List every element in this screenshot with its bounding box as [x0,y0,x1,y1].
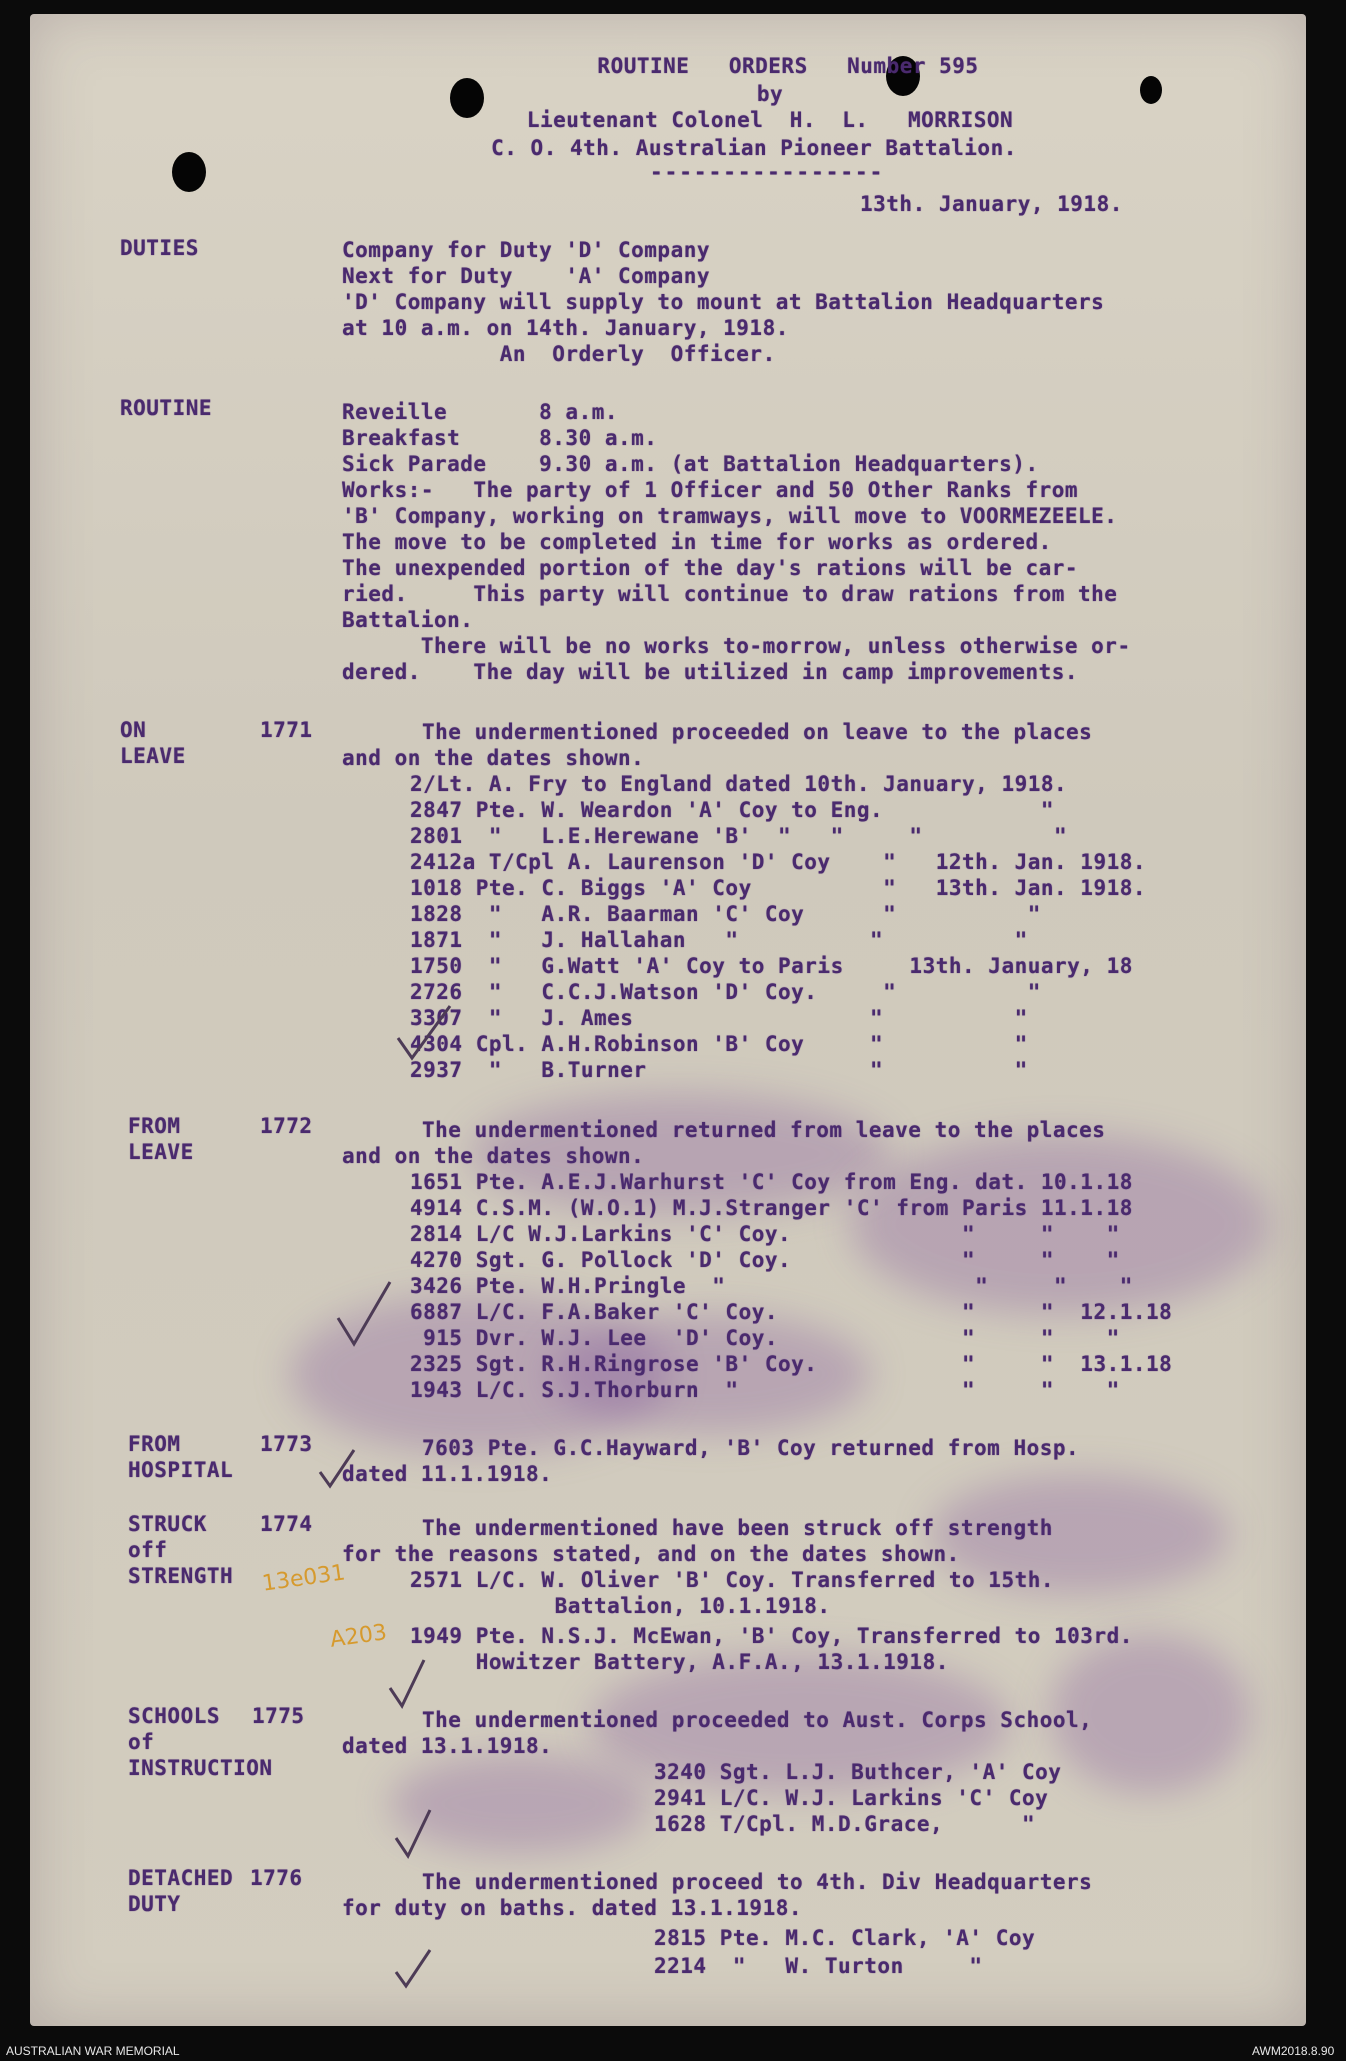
routine-line: Sick Parade 9.30 a.m. (at Battalion Headquarters). [342,452,1039,476]
on-leave-intro: The undermentioned proceeded on leave to the places [422,720,1093,744]
on-leave-row: 2/Lt. A. Fry to England dated 10th. January, 1918. [410,772,1068,796]
from-hospital-line: 7603 Pte. G.C.Hayward, 'B' Coy returned from Hosp. [422,1436,1080,1460]
on-leave-row: 2937 " B.Turner " " [410,1058,1028,1082]
routine-line: ried. This party will continue to draw rations from the [342,582,1118,606]
from-leave-row: 1651 Pte. A.E.J.Warhurst 'C' Coy from Eng. dat. 10.1.18 [410,1170,1133,1194]
pencil-annotation: A203 [328,1620,389,1653]
from-hospital-line: dated 11.1.1918. [342,1462,553,1486]
struck-off-line: 1949 Pte. N.S.J. McEwan, 'B' Coy, Transferred to 103rd. [410,1624,1133,1648]
on-leave-row: 1018 Pte. C. Biggs 'A' Coy " 13th. Jan. 1918. [410,876,1147,900]
on-leave-row: 4304 Cpl. A.H.Robinson 'B' Coy " " [410,1032,1028,1056]
from-leave-row: 915 Dvr. W.J. Lee 'D' Coy. " " " [410,1326,1120,1350]
detached-row: 2815 Pte. M.C. Clark, 'A' Coy [654,1926,1036,1950]
section-label-duties: DUTIES [120,236,199,260]
battalion-title: C. O. 4th. Australian Pioneer Battalion. [491,136,1017,160]
order-item-number: 1772 [260,1114,313,1138]
on-leave-intro: and on the dates shown. [342,746,645,770]
schools-row: 2941 L/C. W.J. Larkins 'C' Coy [654,1786,1049,1810]
section-label-detached: DETACHED [128,1866,234,1890]
duties-line: at 10 a.m. on 14th. January, 1918. [342,316,789,340]
section-label-from: FROM [128,1432,181,1456]
section-label-strength: STRENGTH [128,1564,234,1588]
check-mark-icon [390,998,460,1068]
section-label-hospital: HOSPITAL [128,1458,234,1482]
duties-line: Company for Duty 'D' Company [342,238,711,262]
section-label-off: off [128,1538,168,1562]
duties-line: An Orderly Officer. [342,342,776,366]
section-label-schools: SCHOOLS [128,1704,221,1728]
commander-name: Lieutenant Colonel H. L. MORRISON [526,108,1014,132]
routine-line: Breakfast 8.30 a.m. [342,426,658,450]
struck-off-line: Howitzer Battery, A.F.A., 13.1.1918. [410,1650,949,1674]
check-mark-icon [390,1944,440,1994]
section-label-from: FROM [128,1114,181,1138]
duties-line: Next for Duty 'A' Company [342,264,711,288]
pencil-annotation: 13e031 [260,1560,347,1597]
section-label-duty: DUTY [128,1892,181,1916]
struck-off-line: for the reasons stated, and on the dates shown. [342,1542,960,1566]
heading-by: by [756,82,784,106]
on-leave-row: 1871 " J. Hallahan " " " [410,928,1028,952]
routine-line: The move to be completed in time for works as ordered. [342,530,1052,554]
archive-footer [0,2041,1346,2061]
order-date: 13th. January, 1918. [860,192,1123,216]
punch-hole [1140,76,1162,104]
struck-off-line: 2571 L/C. W. Oliver 'B' Coy. Transferred to 15th. [410,1568,1055,1592]
section-label-instruction: INSTRUCTION [128,1756,273,1780]
from-leave-intro: The undermentioned returned from leave to the places [422,1118,1106,1142]
check-mark-icon [384,1654,434,1714]
punch-hole [450,78,484,118]
detached-intro: The undermentioned proceed to 4th. Div Headquarters [422,1870,1093,1894]
order-item-number: 1774 [260,1512,313,1536]
duties-line: 'D' Company will supply to mount at Battalion Headquarters [342,290,1105,314]
schools-intro: dated 13.1.1918. [342,1734,553,1758]
from-leave-row: 4914 C.S.M. (W.O.1) M.J.Stranger 'C' from Paris 11.1.18 [410,1196,1133,1220]
section-label-leave: LEAVE [120,744,186,768]
from-leave-intro: and on the dates shown. [342,1144,645,1168]
on-leave-row: 1750 " G.Watt 'A' Coy to Paris 13th. January, 18 [410,954,1133,978]
order-item-number: 1775 [252,1704,305,1728]
order-number-heading: ROUTINE ORDERS Number 595 [597,54,979,78]
on-leave-row: 1828 " A.R. Baarman 'C' Coy " " [410,902,1041,926]
section-label-on: ON [120,718,147,742]
archive-reference: AWM2018.8.90 [1252,2044,1335,2058]
from-leave-row: 1943 L/C. S.J.Thorburn " " " " [410,1378,1120,1402]
section-label-of: of [128,1730,155,1754]
section-label-routine: ROUTINE [120,396,213,420]
routine-line: The unexpended portion of the day's rations will be car- [342,556,1079,580]
on-leave-row: 2847 Pte. W. Weardon 'A' Coy to Eng. " [410,798,1055,822]
struck-off-line: Battalion, 10.1.1918. [410,1594,831,1618]
section-label-struck: STRUCK [128,1512,207,1536]
order-item-number: 1771 [260,718,313,742]
schools-intro: The undermentioned proceeded to Aust. Corps School, [422,1708,1093,1732]
from-leave-row: 2814 L/C W.J.Larkins 'C' Coy. " " " [410,1222,1120,1246]
from-leave-row: 6887 L/C. F.A.Baker 'C' Coy. " " 12.1.18 [410,1300,1173,1324]
order-item-number: 1776 [250,1866,303,1890]
document-page [30,14,1306,2026]
from-leave-row: 4270 Sgt. G. Pollock 'D' Coy. " " " [410,1248,1120,1272]
check-mark-icon [330,1274,400,1354]
routine-line: 'B' Company, working on tramways, will move to VOORMEZEELE. [342,504,1118,528]
archive-name: AUSTRALIAN WAR MEMORIAL [6,2044,180,2058]
order-item-number: 1773 [260,1432,313,1456]
routine-line: Battalion. [342,608,474,632]
schools-row: 1628 T/Cpl. M.D.Grace, " [654,1812,1036,1836]
on-leave-row: 3307 " J. Ames " " [410,1006,1028,1030]
on-leave-row: 2412a T/Cpl A. Laurenson 'D' Coy " 12th. Jan. 1918. [410,850,1147,874]
check-mark-icon [390,1804,440,1864]
on-leave-row: 2726 " C.C.J.Watson 'D' Coy. " " [410,980,1041,1004]
on-leave-row: 2801 " L.E.Herewane 'B' " " " " [410,824,1068,848]
schools-row: 3240 Sgt. L.J. Buthcer, 'A' Coy [654,1760,1062,1784]
struck-off-line: The undermentioned have been struck off strength [422,1516,1053,1540]
punch-hole [172,152,206,192]
from-leave-row: 3426 Pte. W.H.Pringle " " " " [410,1274,1133,1298]
routine-line: Reveille 8 a.m. [342,400,619,424]
from-leave-row: 2325 Sgt. R.H.Ringrose 'B' Coy. " " 13.1.18 [410,1352,1173,1376]
routine-line: dered. The day will be utilized in camp improvements. [342,660,1079,684]
section-label-leave: LEAVE [128,1140,194,1164]
detached-row: 2214 " W. Turton " [654,1954,983,1978]
detached-intro: for duty on baths. dated 13.1.1918. [342,1896,803,1920]
check-mark-icon [314,1444,364,1494]
routine-line: Works:- The party of 1 Officer and 50 Other Ranks from [342,478,1079,502]
heading-underline: ---------------- [650,160,885,184]
routine-line: There will be no works to-morrow, unless otherwise or- [342,634,1131,658]
